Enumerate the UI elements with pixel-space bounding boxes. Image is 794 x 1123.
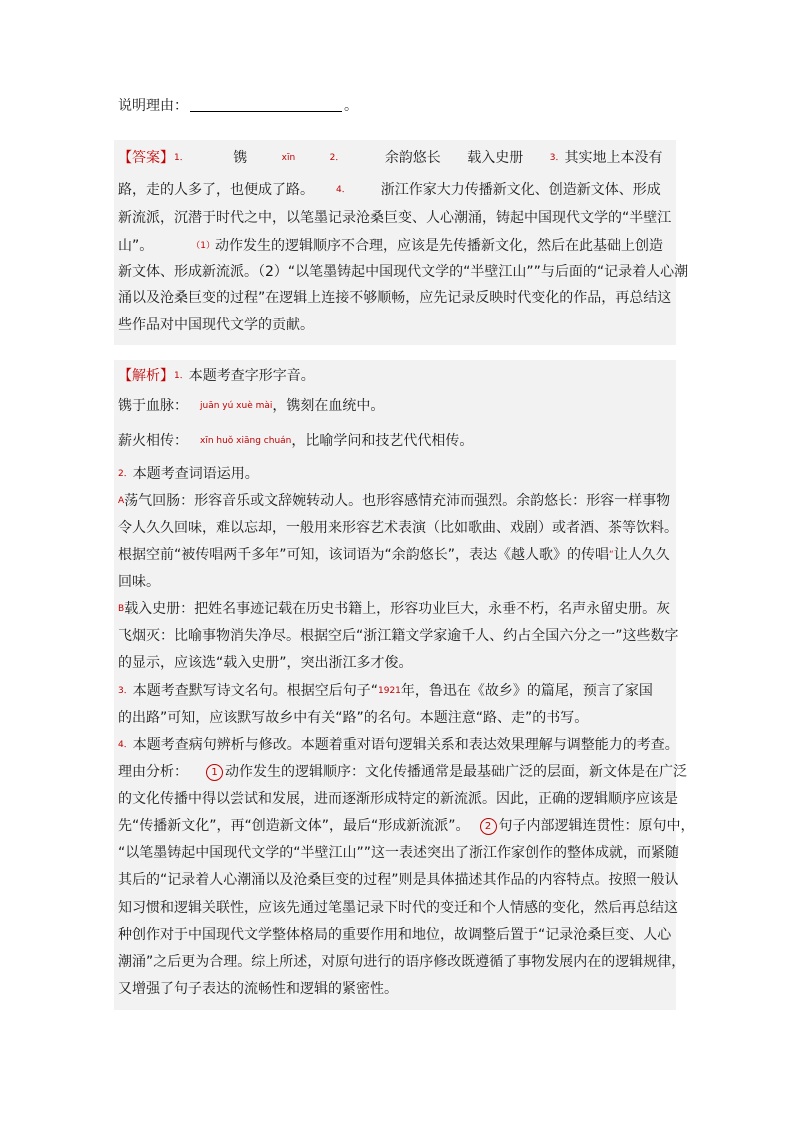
analysis-line-17: 先“传播新文化”，再“创造新文体”，最后“形成新流派”。 2 句子内部逻辑连贯性：原句中， xyxy=(118,818,695,834)
answer-line-4: 山”。 （1）动作发生的逻辑顺序不合理，应该是先传播新文化，然后在此基础上创造 xyxy=(118,238,663,254)
analysis-line-16: 的文化传播中得以尝试和发展，进而逐渐形成特定的新流派。因此，正确的逻辑顺序应该是 xyxy=(118,791,678,807)
analysis-line-21: 种创作对于中国现代文学整体格局的重要作用和地位，故调整后置于“记录沧桑巨变、人心 xyxy=(118,927,672,943)
answer-line-6: 涌以及沧桑巨变的过程”在逻辑上连接不够顺畅，应先记录反映时代变化的作品，再总结这 xyxy=(118,290,672,306)
analysis-line-3: 薪火相传： xīn huǒ xiāng chuán，比喻学问和技艺代代相传。 xyxy=(118,433,474,449)
circled-number-1: 1 xyxy=(206,764,223,781)
analysis-line-1: 【解析】1．本题考查字形字音。 xyxy=(118,368,315,384)
answer-line-7: 些作品对中国现代文学的贡献。 xyxy=(118,317,314,333)
analysis-line-19: 其后的“记录着人心潮涌以及沧桑巨变的过程”则是具体描述其作品的内容特点。按照一般认 xyxy=(118,872,679,888)
analysis-line-13: 的出路”可知，应该默写故乡中有关“路”的名句。本题注意“路、走”的书写。 xyxy=(118,710,589,726)
answer-line-2: 路，走的人多了，也便成了路。 4． 浙江作家大力传播新文化、创造新文体、形成 xyxy=(118,182,661,198)
answer-tag: 【答案】 xyxy=(118,150,174,166)
answer-blank xyxy=(190,99,342,112)
analysis-line-6: 令人久久回味，难以忘却，一般用来形容艺术表演（比如歌曲、戏剧）或者酒、茶等饮料。 xyxy=(118,520,678,536)
analysis-line-10: 飞烟灭：比喻事物消失净尽。根据空后“浙江籍文学家逾千人、约占全国六分之一”这些数字 xyxy=(118,628,679,644)
analysis-line-14: 4．本题考查病句辨析与修改。本题着重对语句逻辑关系和表达效果理解与调整能力的考查。 xyxy=(118,737,679,753)
reason-prompt: 说明理由： 。 xyxy=(118,98,358,114)
analysis-line-11: 的显示，应该选“载入史册”，突出浙江多才俊。 xyxy=(118,655,413,671)
analysis-line-7: 根据空前“被传唱两千多年”可知，该词语为“余韵悠长”，表达《越人歌》的传唱“让人久久 xyxy=(118,547,670,563)
analysis-line-22: 潮涌”之后更为合理。综上所述，对原句进行的语序修改既遵循了事物发展内在的逻辑规律， xyxy=(118,954,686,970)
analysis-line-5: A荡气回肠：形容音乐或文辞婉转动人。也形容感情充沛而强烈。余韵悠长：形容一样事物 xyxy=(118,493,671,509)
analysis-line-4: 2．本题考查词语运用。 xyxy=(118,466,259,482)
answer-line-1: 【答案】1． 镌 xīn 2． 余韵悠长 载入史册 3．其实地上本没有 xyxy=(118,150,663,166)
analysis-line-23: 又增强了句子表达的流畅性和逻辑的紧密性。 xyxy=(118,981,398,997)
analysis-tag: 【解析】 xyxy=(118,368,174,384)
analysis-line-20: 知习惯和逻辑关联性，应该先通过笔墨记录下时代的变迁和个人情感的变化，然后再总结这 xyxy=(118,900,678,916)
circled-number-2: 2 xyxy=(480,818,497,835)
answer-line-5: 新文体、形成新流派。（2）“以笔墨铸起中国现代文学的“半壁江山””与后面的“记录着人心潮 xyxy=(118,264,689,280)
analysis-line-12: 3．本题考查默写诗文名句。根据空后句子“1921年，鲁迅在《故乡》的篇尾，预言了家国 xyxy=(118,683,653,699)
analysis-line-18: “以笔墨铸起中国现代文学的“半壁江山””这一表述突出了浙江作家创作的整体成就，而紧随 xyxy=(118,845,680,861)
analysis-line-9: B载入史册：把姓名事迹记载在历史书籍上，形容功业巨大，永垂不朽，名声永留史册。灰 xyxy=(118,601,671,617)
analysis-line-15: 理由分析： 1 动作发生的逻辑顺序：文化传播通常是最基础广泛的层面，新文体是在广泛 xyxy=(118,764,687,780)
analysis-line-8: 回味。 xyxy=(118,574,160,590)
answer-line-3: 新流派，沉潜于时代之中，以笔墨记录沧桑巨变、人心潮涌，铸起中国现代文学的“半壁江 xyxy=(118,210,672,226)
analysis-line-2: 镌于血脉： juān yú xuè mài，镌刻在血统中。 xyxy=(118,398,385,414)
